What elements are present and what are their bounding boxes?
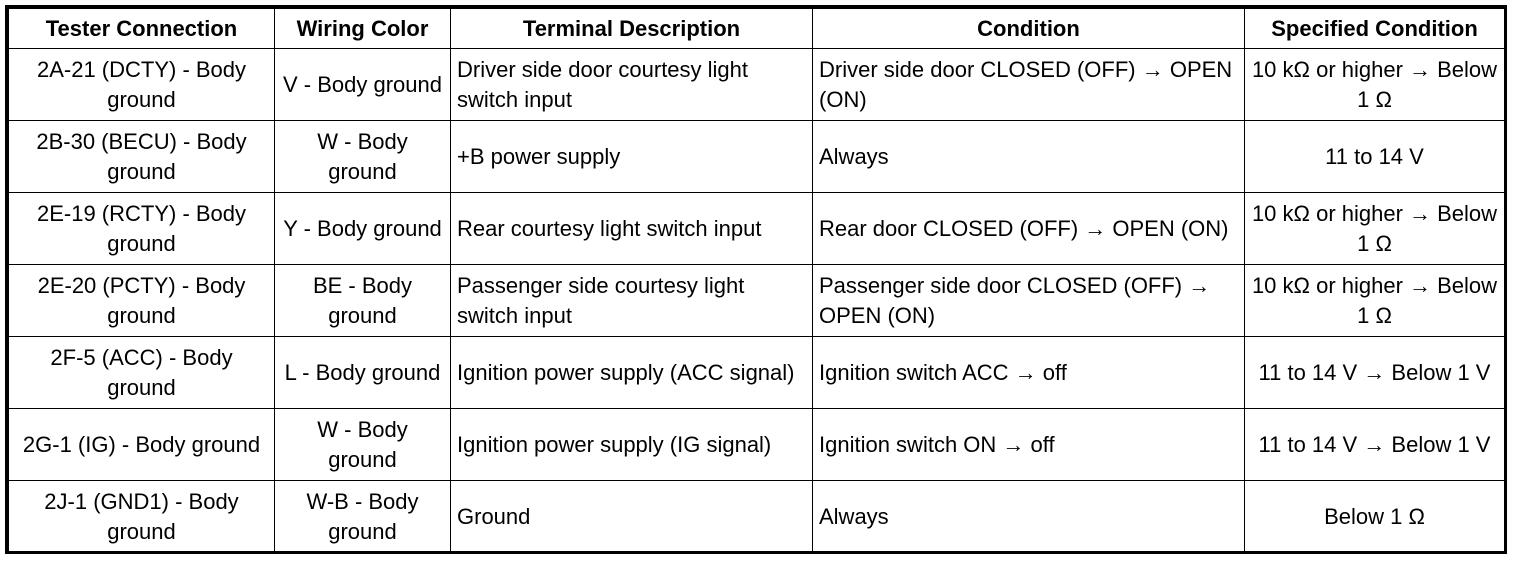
cell-condition: Ignition switch ACC → off: [813, 337, 1245, 409]
cell-wiring-color: W - Body ground: [275, 409, 451, 481]
table-row: [9, 265, 1505, 337]
cell-specified-condition: 11 to 14 V: [1245, 121, 1505, 193]
cell-condition: Passenger side door CLOSED (OFF) → OPEN (ON): [813, 265, 1245, 337]
table-row: [9, 337, 1505, 409]
cell-specified-condition: Below 1 Ω: [1245, 481, 1505, 553]
cell-specified-condition: 10 kΩ or higher → Below 1 Ω: [1245, 265, 1505, 337]
cell-condition: Always: [813, 121, 1245, 193]
cell-terminal-description: Ignition power supply (IG signal): [451, 409, 813, 481]
cell-terminal-description: Ground: [451, 481, 813, 553]
cell-tester-connection: 2G-1 (IG) - Body ground: [9, 409, 275, 481]
cell-tester-connection: 2B-30 (BECU) - Body ground: [9, 121, 275, 193]
header-specified-condition: Specified Condition: [1245, 9, 1505, 49]
cell-wiring-color: V - Body ground: [275, 49, 451, 121]
header-terminal-description: Terminal Description: [451, 9, 813, 49]
cell-terminal-description: +B power supply: [451, 121, 813, 193]
cell-terminal-description: Passenger side courtesy light switch input: [451, 265, 813, 337]
cell-specified-condition: 11 to 14 V → Below 1 V: [1245, 337, 1505, 409]
cell-wiring-color: W-B - Body ground: [275, 481, 451, 553]
cell-tester-connection: 2E-20 (PCTY) - Body ground: [9, 265, 275, 337]
terminal-inspection-table: [8, 8, 1505, 553]
cell-tester-connection: 2J-1 (GND1) - Body ground: [9, 481, 275, 553]
table-row: [9, 481, 1505, 553]
table-row: [9, 121, 1505, 193]
table-row: [9, 409, 1505, 481]
cell-wiring-color: L - Body ground: [275, 337, 451, 409]
cell-condition: Ignition switch ON → off: [813, 409, 1245, 481]
cell-condition: Always: [813, 481, 1245, 553]
cell-tester-connection: 2E-19 (RCTY) - Body ground: [9, 193, 275, 265]
cell-specified-condition: 11 to 14 V → Below 1 V: [1245, 409, 1505, 481]
cell-terminal-description: Rear courtesy light switch input: [451, 193, 813, 265]
table-header-row: [9, 9, 1505, 49]
header-tester-connection: Tester Connection: [9, 9, 275, 49]
table-row: [9, 193, 1505, 265]
cell-specified-condition: 10 kΩ or higher → Below 1 Ω: [1245, 49, 1505, 121]
cell-terminal-description: Ignition power supply (ACC signal): [451, 337, 813, 409]
cell-condition: Driver side door CLOSED (OFF) → OPEN (ON): [813, 49, 1245, 121]
cell-wiring-color: W - Body ground: [275, 121, 451, 193]
cell-tester-connection: 2A-21 (DCTY) - Body ground: [9, 49, 275, 121]
header-condition: Condition: [813, 9, 1245, 49]
cell-terminal-description: Driver side door courtesy light switch input: [451, 49, 813, 121]
cell-specified-condition: 10 kΩ or higher → Below 1 Ω: [1245, 193, 1505, 265]
terminal-inspection-table-frame: [5, 5, 1507, 554]
cell-tester-connection: 2F-5 (ACC) - Body ground: [9, 337, 275, 409]
cell-wiring-color: BE - Body ground: [275, 265, 451, 337]
cell-condition: Rear door CLOSED (OFF) → OPEN (ON): [813, 193, 1245, 265]
header-wiring-color: Wiring Color: [275, 9, 451, 49]
cell-wiring-color: Y - Body ground: [275, 193, 451, 265]
table-row: [9, 49, 1505, 121]
